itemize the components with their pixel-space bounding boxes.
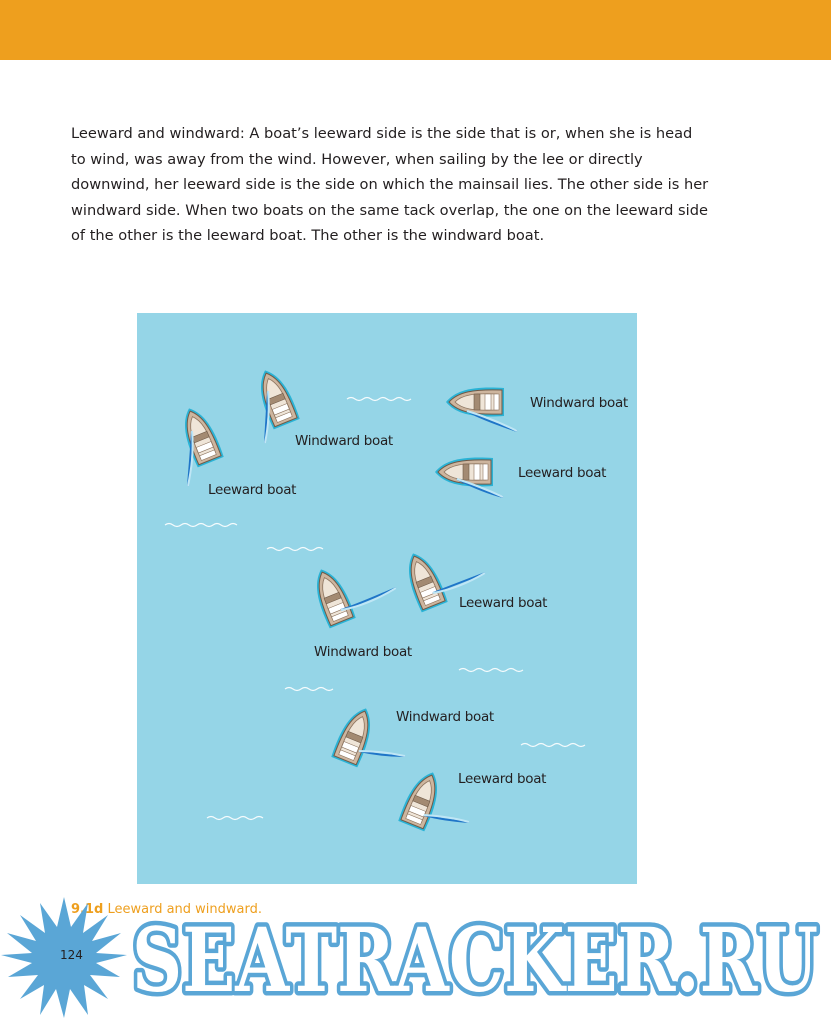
label-pair4-windward: Windward boat (396, 709, 494, 725)
top-color-band (0, 0, 831, 60)
label-pair2-leeward: Leeward boat (518, 465, 607, 481)
label-pair3-windward: Windward boat (314, 644, 412, 660)
leeward-windward-diagram (137, 313, 637, 884)
caption-text: Leeward and windward. (103, 902, 263, 917)
label-pair3-leeward: Leeward boat (459, 595, 548, 611)
label-pair2-windward: Windward boat (530, 395, 628, 411)
watermark-text-fill: SEATRACKER.RU (132, 908, 818, 1012)
label-pair4-leeward: Leeward boat (458, 771, 547, 787)
diagram-svg (137, 313, 637, 884)
seatracker-watermark (0, 895, 831, 1020)
label-pair1-windward: Windward boat (295, 433, 393, 449)
label-pair1-leeward: Leeward boat (208, 482, 297, 498)
caption-number: 9.1d (71, 902, 104, 917)
definition-paragraph: Leeward and windward: A boat’s leeward side is the side that is or, when she is head to wind, was away from the wind. However, when sailing by the lee or directly downwind, her leeward side is the side on which the mainsail lies. The other side is her windward side. When two boats on the same tack overlap, the one on the leeward side of the other is the leeward boat. The other is the windward boat. (71, 125, 709, 245)
watermark-text-outline: SEATRACKER.RU (132, 908, 818, 1012)
page-number: 124 (60, 948, 83, 962)
